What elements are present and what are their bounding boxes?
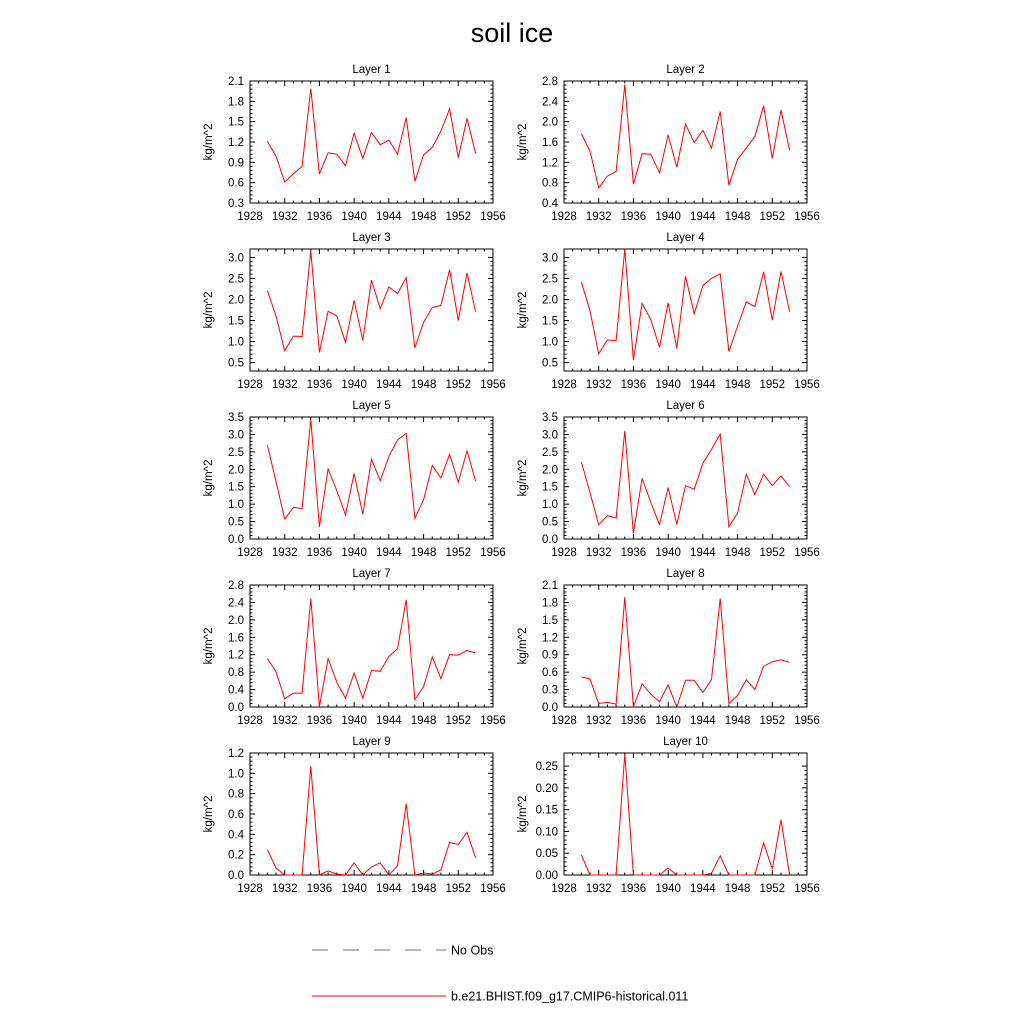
x-tick-label: 1932 <box>271 715 298 727</box>
y-tick-label: 0.4 <box>228 829 244 842</box>
chart-panel-2 <box>517 64 820 223</box>
y-tick-label: 1.2 <box>228 748 244 760</box>
y-tick-label: 3.5 <box>228 412 244 424</box>
x-tick-label: 1952 <box>445 547 472 559</box>
y-tick-label: 2.5 <box>542 446 558 459</box>
y-tick-label: 2.5 <box>228 273 244 286</box>
y-tick-label: 0.0 <box>228 870 244 882</box>
x-tick-label: 1932 <box>585 547 612 559</box>
y-tick-label: 1.0 <box>542 499 558 512</box>
x-tick-label: 1932 <box>585 379 612 391</box>
y-tick-label: 2.0 <box>228 464 244 477</box>
y-tick-label: 0.0 <box>542 702 558 714</box>
y-tick-label: 1.2 <box>228 649 244 662</box>
series-line <box>581 249 789 360</box>
x-tick-label: 1940 <box>341 883 367 895</box>
plot-frame <box>250 81 493 203</box>
x-tick-label: 1948 <box>724 547 751 559</box>
x-tick-label: 1932 <box>271 211 298 223</box>
panel-title: Layer 8 <box>666 568 705 580</box>
chart-panel-4 <box>517 232 820 391</box>
y-tick-label: 2.0 <box>542 116 558 129</box>
y-tick-label: 1.6 <box>228 632 244 645</box>
y-tick-label: 0.3 <box>542 684 558 697</box>
series-line <box>267 251 475 353</box>
y-tick-label: 0.5 <box>228 516 244 529</box>
x-tick-label: 1932 <box>585 211 612 223</box>
x-tick-label: 1952 <box>759 883 786 895</box>
x-tick-label: 1948 <box>410 883 437 895</box>
x-tick-label: 1952 <box>445 379 472 391</box>
x-tick-label: 1956 <box>794 715 820 727</box>
x-tick-label: 1952 <box>445 211 472 223</box>
x-tick-label: 1944 <box>690 883 716 895</box>
y-tick-label: 2.1 <box>542 580 558 592</box>
legend-label-no-obs: No Obs <box>451 943 494 958</box>
y-tick-label: 2.4 <box>228 597 244 610</box>
y-tick-label: 0.20 <box>535 782 558 795</box>
plot-frame <box>564 417 807 539</box>
x-tick-label: 1928 <box>551 883 577 895</box>
y-axis-label: kg/m^2 <box>517 795 529 833</box>
y-tick-label: 1.5 <box>228 315 244 328</box>
x-tick-label: 1936 <box>306 547 333 559</box>
x-tick-label: 1948 <box>410 379 437 391</box>
y-tick-label: 1.5 <box>542 614 558 627</box>
x-tick-label: 1928 <box>551 715 577 727</box>
legend <box>312 944 688 1004</box>
y-tick-label: 1.0 <box>228 499 244 512</box>
plot-frame <box>250 753 493 875</box>
chart-panels <box>203 64 820 895</box>
x-tick-label: 1940 <box>655 379 681 391</box>
series-line <box>267 419 475 526</box>
y-tick-label: 1.5 <box>228 116 244 129</box>
y-tick-label: 1.2 <box>228 137 244 149</box>
y-axis-label: kg/m^2 <box>517 123 529 161</box>
y-tick-label: 1.6 <box>542 137 558 149</box>
y-tick-label: 0.8 <box>542 177 558 190</box>
y-tick-label: 1.0 <box>228 336 244 349</box>
series-line <box>267 599 475 707</box>
x-tick-label: 1928 <box>237 547 263 559</box>
legend-label-model: b.e21.BHIST.f09_g17.CMIP6-historical.011 <box>451 989 689 1004</box>
y-tick-label: 2.8 <box>542 76 558 88</box>
x-tick-label: 1948 <box>410 715 437 727</box>
series-line <box>581 597 789 707</box>
y-tick-label: 2.8 <box>228 580 244 592</box>
x-tick-label: 1940 <box>655 883 681 895</box>
y-axis-label: kg/m^2 <box>203 291 215 329</box>
x-tick-label: 1940 <box>341 211 367 223</box>
series-line <box>581 754 789 875</box>
y-tick-label: 1.0 <box>542 336 558 349</box>
y-tick-label: 2.0 <box>542 464 558 477</box>
x-tick-label: 1948 <box>410 211 437 223</box>
panel-title: Layer 7 <box>352 568 391 580</box>
x-tick-label: 1932 <box>271 547 298 559</box>
panel-title: Layer 6 <box>666 400 705 412</box>
x-tick-label: 1928 <box>237 883 263 895</box>
x-tick-label: 1956 <box>794 547 820 559</box>
panel-title: Layer 5 <box>352 400 391 412</box>
x-tick-label: 1952 <box>759 379 786 391</box>
chart-panel-10 <box>517 736 820 895</box>
y-tick-label: 0.05 <box>535 848 558 861</box>
series-line <box>267 766 475 875</box>
y-tick-label: 0.8 <box>228 667 244 680</box>
x-tick-label: 1936 <box>306 379 333 391</box>
y-tick-label: 1.8 <box>228 96 244 109</box>
y-tick-label: 1.8 <box>542 597 558 610</box>
x-tick-label: 1944 <box>376 379 402 391</box>
figure-title: soil ice <box>470 18 554 48</box>
y-tick-label: 3.0 <box>542 429 558 442</box>
y-axis-label: kg/m^2 <box>517 459 529 497</box>
x-tick-label: 1940 <box>341 379 367 391</box>
x-tick-label: 1940 <box>341 715 367 727</box>
x-tick-label: 1952 <box>759 211 786 223</box>
x-tick-label: 1956 <box>480 715 506 727</box>
y-tick-label: 0.2 <box>228 849 244 862</box>
y-tick-label: 0.6 <box>542 667 558 680</box>
panel-title: Layer 3 <box>352 232 391 244</box>
x-tick-label: 1948 <box>724 379 751 391</box>
x-tick-label: 1936 <box>620 547 647 559</box>
y-tick-label: 2.0 <box>228 614 244 627</box>
panel-title: Layer 10 <box>663 736 708 748</box>
panel-title: Layer 4 <box>666 232 705 244</box>
y-tick-label: 0.4 <box>542 198 558 210</box>
chart-panel-3 <box>203 232 506 391</box>
y-tick-label: 0.9 <box>228 157 244 170</box>
y-tick-label: 0.15 <box>535 804 558 817</box>
chart-panel-5 <box>203 400 506 559</box>
x-tick-label: 1944 <box>690 715 716 727</box>
x-tick-label: 1932 <box>585 883 612 895</box>
x-tick-label: 1940 <box>655 547 681 559</box>
x-tick-label: 1944 <box>376 715 402 727</box>
x-tick-label: 1928 <box>237 379 263 391</box>
x-tick-label: 1952 <box>759 715 786 727</box>
y-tick-label: 0.0 <box>542 534 558 546</box>
y-tick-label: 1.5 <box>228 481 244 494</box>
x-tick-label: 1940 <box>341 547 367 559</box>
panel-title: Layer 1 <box>352 64 391 76</box>
y-tick-label: 1.5 <box>542 481 558 494</box>
y-axis-label: kg/m^2 <box>203 627 215 665</box>
y-axis-label: kg/m^2 <box>203 459 215 497</box>
y-tick-label: 1.2 <box>542 157 558 170</box>
x-tick-label: 1936 <box>620 379 647 391</box>
x-tick-label: 1948 <box>410 547 437 559</box>
y-tick-label: 0.4 <box>228 684 244 697</box>
panel-title: Layer 2 <box>666 64 705 76</box>
y-tick-label: 2.1 <box>228 76 244 88</box>
x-tick-label: 1932 <box>271 883 298 895</box>
chart-panel-6 <box>517 400 820 559</box>
x-tick-label: 1956 <box>794 211 820 223</box>
y-tick-label: 2.5 <box>542 273 558 286</box>
y-axis-label: kg/m^2 <box>203 795 215 833</box>
chart-panel-8 <box>517 568 820 727</box>
x-tick-label: 1956 <box>480 379 506 391</box>
x-tick-label: 1956 <box>794 883 820 895</box>
plot-frame <box>250 585 493 707</box>
y-tick-label: 0.6 <box>228 177 244 190</box>
y-tick-label: 1.5 <box>542 315 558 328</box>
y-tick-label: 2.0 <box>228 294 244 307</box>
x-tick-label: 1952 <box>445 883 472 895</box>
x-tick-label: 1928 <box>551 547 577 559</box>
y-tick-label: 0.00 <box>535 870 558 882</box>
x-tick-label: 1956 <box>480 883 506 895</box>
y-tick-label: 0.3 <box>228 198 244 210</box>
y-tick-label: 0.25 <box>535 761 558 774</box>
y-tick-label: 3.5 <box>542 412 558 424</box>
plot-frame <box>564 585 807 707</box>
x-tick-label: 1948 <box>724 715 751 727</box>
x-tick-label: 1956 <box>480 547 506 559</box>
x-tick-label: 1944 <box>376 883 402 895</box>
x-tick-label: 1948 <box>724 883 751 895</box>
x-tick-label: 1936 <box>306 715 333 727</box>
x-tick-label: 1940 <box>655 715 681 727</box>
x-tick-label: 1952 <box>445 715 472 727</box>
y-tick-label: 2.4 <box>542 96 558 109</box>
y-axis-label: kg/m^2 <box>517 291 529 329</box>
x-tick-label: 1948 <box>724 211 751 223</box>
x-tick-label: 1928 <box>551 379 577 391</box>
x-tick-label: 1928 <box>237 211 263 223</box>
y-tick-label: 0.5 <box>542 516 558 529</box>
y-axis-label: kg/m^2 <box>203 123 215 161</box>
y-tick-label: 0.10 <box>535 826 558 839</box>
y-tick-label: 0.0 <box>228 702 244 714</box>
y-tick-label: 3.0 <box>228 429 244 442</box>
x-tick-label: 1936 <box>620 883 647 895</box>
x-tick-label: 1956 <box>480 211 506 223</box>
chart-panel-7 <box>203 568 506 727</box>
y-tick-label: 1.0 <box>228 768 244 781</box>
y-tick-label: 1.2 <box>542 632 558 645</box>
panel-title: Layer 9 <box>352 736 391 748</box>
y-tick-label: 0.0 <box>228 534 244 546</box>
x-tick-label: 1928 <box>551 211 577 223</box>
x-tick-label: 1944 <box>376 547 402 559</box>
series-line <box>267 89 475 183</box>
series-line <box>581 85 789 188</box>
y-tick-label: 0.5 <box>542 357 558 370</box>
y-tick-label: 0.8 <box>228 788 244 801</box>
x-tick-label: 1936 <box>620 715 647 727</box>
x-tick-label: 1932 <box>271 379 298 391</box>
x-tick-label: 1944 <box>690 211 716 223</box>
x-tick-label: 1936 <box>620 211 647 223</box>
plot-frame <box>564 753 807 875</box>
x-tick-label: 1936 <box>306 211 333 223</box>
y-tick-label: 0.6 <box>228 809 244 821</box>
y-axis-label: kg/m^2 <box>517 627 529 665</box>
y-tick-label: 2.5 <box>228 446 244 459</box>
x-tick-label: 1944 <box>376 211 402 223</box>
series-line <box>581 431 789 533</box>
x-tick-label: 1936 <box>306 883 333 895</box>
chart-panel-1 <box>203 64 506 223</box>
y-tick-label: 0.5 <box>228 357 244 370</box>
y-tick-label: 3.0 <box>542 252 558 265</box>
x-tick-label: 1952 <box>759 547 786 559</box>
x-tick-label: 1956 <box>794 379 820 391</box>
x-tick-label: 1944 <box>690 379 716 391</box>
chart-panel-9 <box>203 736 506 895</box>
y-tick-label: 0.9 <box>542 649 558 662</box>
x-tick-label: 1944 <box>690 547 716 559</box>
x-tick-label: 1928 <box>237 715 263 727</box>
x-tick-label: 1932 <box>585 715 612 727</box>
y-tick-label: 3.0 <box>228 252 244 265</box>
x-tick-label: 1940 <box>655 211 681 223</box>
y-tick-label: 2.0 <box>542 294 558 307</box>
